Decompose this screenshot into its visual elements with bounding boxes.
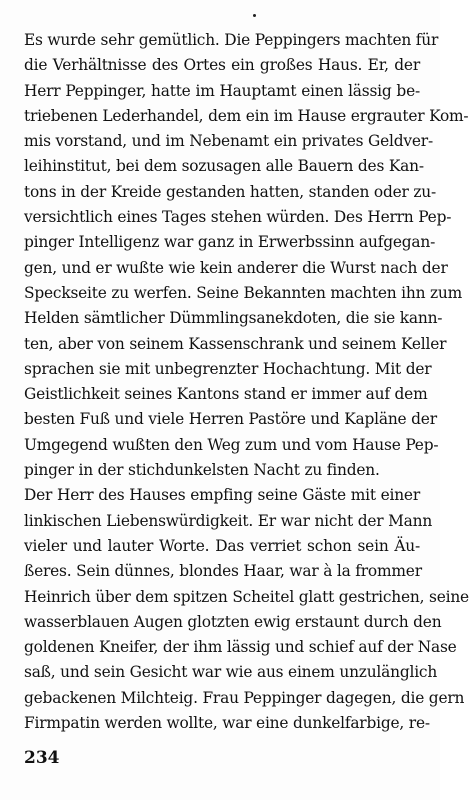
text-line: saß, und sein Gesicht war wie aus einem unzulänglich xyxy=(24,663,438,682)
text-line: wasserblauen Augen glotzten ewig erstaunt durch den xyxy=(24,612,442,631)
paragraph xyxy=(24,483,469,736)
text-line: Heinrich über dem spitzen Scheitel glatt gestrichen, seine xyxy=(24,587,469,606)
text-line: gen, und er wußte wie kein anderer die Wurst nach der xyxy=(24,258,448,277)
text-line: triebenen Lederhandel, dem ein im Hause ergrauter Kom- xyxy=(24,106,469,125)
text-line: gebackenen Milchteig. Frau Peppinger dagegen, die gern xyxy=(24,688,465,707)
text-line: pinger Intelligenz war ganz in Erwerbssinn aufgegan- xyxy=(24,233,436,252)
text-line: linkischen Liebenswürdigkeit. Er war nicht der Mann xyxy=(24,511,433,530)
text-line: goldenen Kneifer, der ihm lässig und schief auf der Nase xyxy=(24,638,457,657)
text-line: Speckseite zu werfen. Seine Bekannten machten ihn zum xyxy=(24,283,462,302)
text-line: vieler und lauter Worte. Das verriet schon sein Äu- xyxy=(24,536,420,555)
text-line: ßeres. Sein dünnes, blondes Haar, war à la frommer xyxy=(24,562,422,581)
paragraph xyxy=(24,28,469,483)
text-line: Firmpatin werden wollte, war eine dunkelfarbige, re- xyxy=(24,714,430,733)
text-line: mis vorstand, und im Nebenamt ein privates Geldver- xyxy=(24,132,433,151)
text-line: Es wurde sehr gemütlich. Die Peppingers machten für xyxy=(24,31,439,49)
text-line: leihinstitut, bei dem sozusagen alle Bauern des Kan- xyxy=(24,157,424,176)
text-line: ten, aber von seinem Kassenschrank und seinem Keller xyxy=(24,334,447,353)
text-line: die Verhältnisse des Ortes ein großes Haus. Er, der xyxy=(24,56,420,75)
text-line: Der Herr des Hauses empfing seine Gäste mit einer xyxy=(24,486,420,505)
text-line: tons in der Kreide gestanden hatten, standen oder zu- xyxy=(24,182,437,201)
text-line: Helden sämtlicher Dümmlingsanekdoten, die sie kann- xyxy=(24,309,443,328)
text-line: versichtlich eines Tages stehen würden. Des Herrn Pep- xyxy=(24,208,452,227)
page-number: 234 xyxy=(24,748,60,768)
text-line: sprachen sie mit unbegrenzter Hochachtung. Mit der xyxy=(24,359,432,378)
text-line: besten Fuß und viele Herren Pastöre und Kapläne der xyxy=(24,410,437,429)
body-text xyxy=(24,28,469,736)
text-line: Herr Peppinger, hatte im Hauptamt einen lässig be- xyxy=(24,81,420,100)
text-line: pinger in der stichdunkelsten Nacht zu finden. xyxy=(24,461,380,480)
text-line: Umgegend wußten den Weg zum und vom Hause Pep- xyxy=(24,435,439,454)
text-line: Geistlichkeit seines Kantons stand er immer auf dem xyxy=(24,385,428,404)
printer-dot-mark xyxy=(253,14,256,17)
